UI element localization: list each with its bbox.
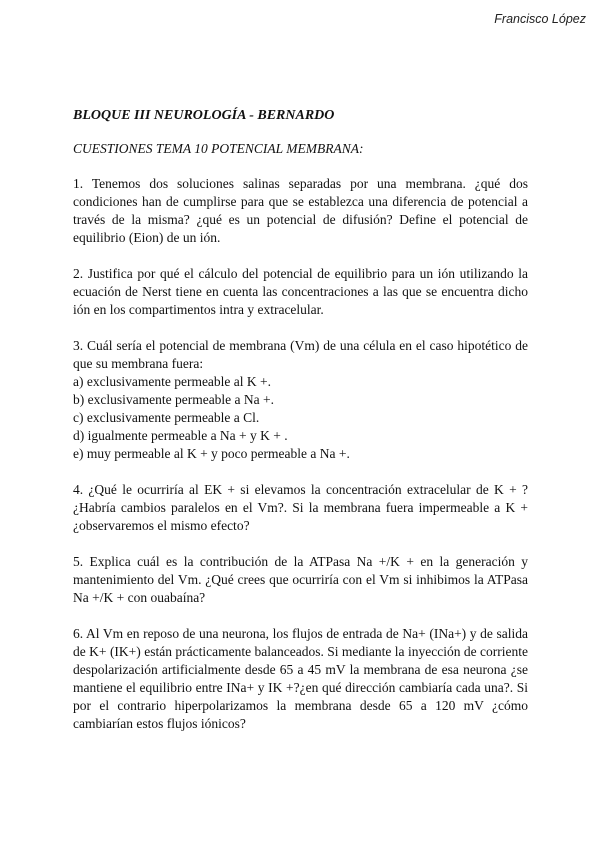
- question-5: 5. Explica cuál es la contribución de la ATPasa Na +/K + en la generación y mantenimiento del Vm. ¿Qué crees que ocurriría con el Vm si inhibimos la ATPasa Na +/K + con ouabaína?: [73, 554, 528, 605]
- document-subtitle: CUESTIONES TEMA 10 POTENCIAL MEMBRANA:: [73, 141, 364, 156]
- option-a: a) exclusivamente permeable al K +.: [73, 374, 272, 389]
- option-e: e) muy permeable al K + y poco permeable a Na +.: [73, 446, 350, 461]
- author-name: Francisco López: [494, 12, 586, 26]
- question-3: 3. Cuál sería el potencial de membrana (Vm) de una célula en el caso hipotético de que su membrana fuera:: [73, 338, 528, 371]
- question-3-options: [73, 373, 528, 463]
- option-b: b) exclusivamente permeable a Na +.: [73, 392, 275, 407]
- question-4: 4. ¿Qué le ocurriría al EK + si elevamos la concentración extracelular de K + ? ¿Habría cambios paralelos en el Vm?. Si la membrana fuera impermeable a K + ¿observaremos el mismo efecto?: [73, 482, 528, 533]
- question-1: 1. Tenemos dos soluciones salinas separadas por una membrana. ¿qué dos condiciones han de cumplirse para que se establezca una diferencia de potencial a través de la misma? ¿qué es un potencial de difusión? Define el potencial de equilibrio (Eion) de un ión.: [73, 176, 528, 245]
- document-title: BLOQUE III NEUROLOGÍA - BERNARDO: [73, 108, 335, 123]
- question-6: 6. Al Vm en reposo de una neurona, los flujos de entrada de Na+ (INa+) y de salida de K+ (IK+) están prácticamente balanceados. Si mediante la inyección de corriente despolarización artificialmente desde 65 a 45 mV la membrana de esa neurona ¿se mantiene el equilibrio entre INa+ y IK +?¿en qué dirección cambiaría cada una?. Si por el contrario hiperpolarizamos la membrana desde 65 a 120 mV ¿cómo cambiarían estos flujos iónicos?: [73, 626, 528, 731]
- question-2: 2. Justifica por qué el cálculo del potencial de equilibrio para un ión utilizando la ecuación de Nerst tiene en cuenta las concentraciones a las que se encuentra dicho ión en los compartimentos intra y extracelular.: [73, 266, 528, 317]
- document-body: [73, 108, 528, 751]
- option-d: d) igualmente permeable a Na + y K + .: [73, 428, 288, 443]
- option-c: c) exclusivamente permeable a Cl.: [73, 410, 260, 425]
